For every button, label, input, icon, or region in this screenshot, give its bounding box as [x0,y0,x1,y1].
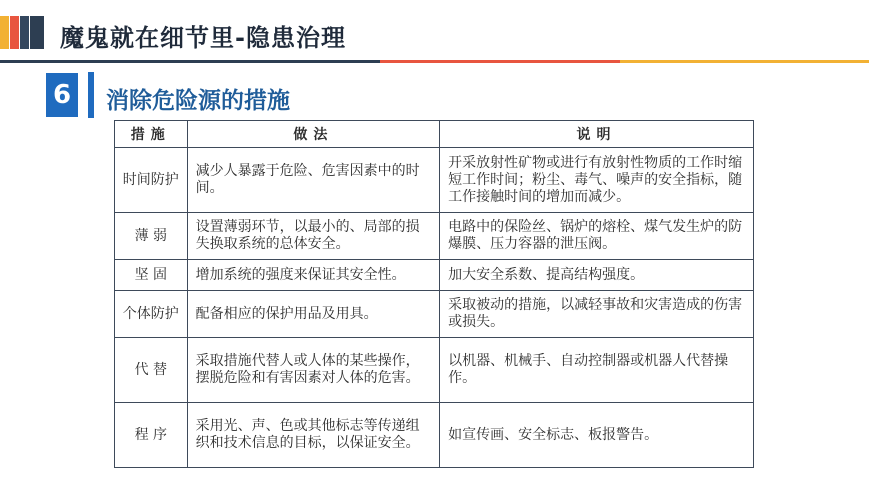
measure-cell: 个体防护 [115,291,188,338]
red-bar [10,16,19,49]
method-cell: 减少人暴露于危险、危害因素中的时间。 [187,148,440,213]
method-cell: 采取措施代替人或人体的某些操作，摆脱危险和有害因素对人体的危害。 [187,338,440,403]
measure-cell: 程 序 [115,403,188,468]
column-header-note: 说明 [440,121,754,148]
table-row [115,403,754,468]
table-row [115,148,754,213]
table-row [115,213,754,260]
table-header-row [115,121,754,148]
table-row [115,338,754,403]
table-row [115,260,754,291]
divider-yellow [620,60,869,63]
note-cell: 以机器、机械手、自动控制器或机器人代替操作。 [440,338,754,403]
header-divider [0,60,869,63]
note-cell: 采取被动的措施，以减轻事故和灾害造成的伤害或损失。 [440,291,754,338]
measure-cell: 代 替 [115,338,188,403]
measure-cell: 薄 弱 [115,213,188,260]
note-cell: 加大安全系数、提高结构强度。 [440,260,754,291]
measures-table [114,120,754,468]
page-title: 魔鬼就在细节里-隐患治理 [60,24,346,52]
method-cell: 采用光、声、色或其他标志等传递组织和技术信息的目标，以保证安全。 [187,403,440,468]
measure-cell: 时间防护 [115,148,188,213]
divider-red [380,60,620,63]
section-title: 消除危险源的措施 [106,88,290,114]
section-accent-bar [88,72,94,118]
table-row [115,291,754,338]
measure-cell: 坚 固 [115,260,188,291]
divider-navy [0,60,380,63]
yellow-bar [0,16,9,49]
column-header-method: 做法 [187,121,440,148]
navy-bar [20,16,29,49]
dark-bar [30,16,44,49]
method-cell: 配备相应的保护用品及用具。 [187,291,440,338]
method-cell: 设置薄弱环节，以最小的、局部的损失换取系统的总体安全。 [187,213,440,260]
method-cell: 增加系统的强度来保证其安全性。 [187,260,440,291]
note-cell: 开采放射性矿物或进行有放射性物质的工作时缩短工作时间；粉尘、毒气、噪声的安全指标，随工作接触时间的增加而减少。 [440,148,754,213]
header-color-bars [0,16,46,49]
section-number-badge: 6 [46,73,78,117]
note-cell: 电路中的保险丝、锅炉的熔栓、煤气发生炉的防爆膜、压力容器的泄压阀。 [440,213,754,260]
note-cell: 如宣传画、安全标志、板报警告。 [440,403,754,468]
column-header-measure: 措施 [115,121,188,148]
